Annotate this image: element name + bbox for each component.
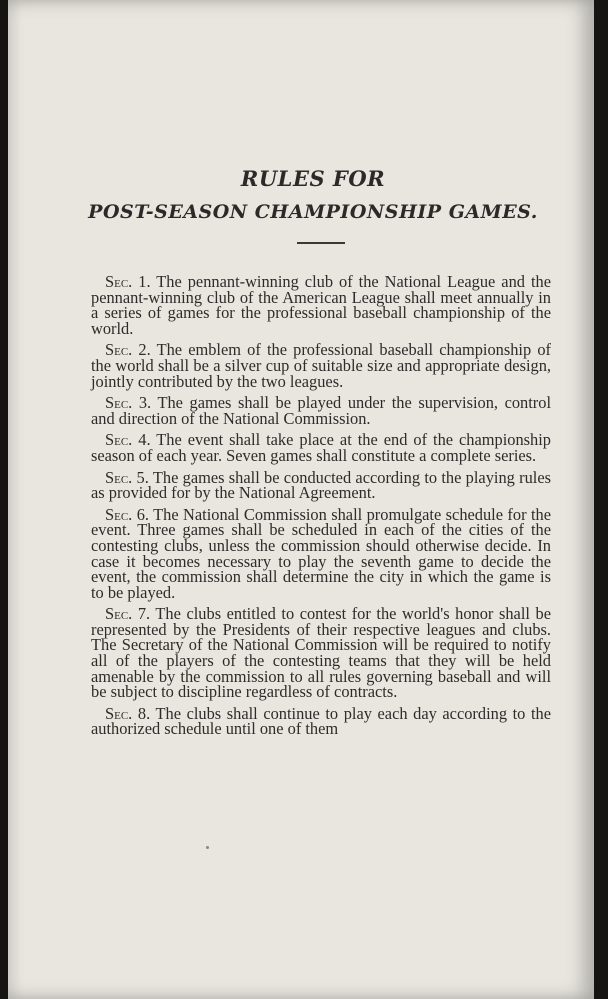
section-1-text: The pennant-winning club of the National League and the pennant-winning club of the American League shall meet annually in a series of games for the professional baseball championship of the world.: [91, 272, 551, 338]
section-1: [91, 274, 551, 336]
section-6-text: The National Commission shall promulgate schedule for the event. Three games shall be scheduled in each of the cities of the contesting clubs, unless the commission should otherwise decide. In case it becomes necessary to play the seventh game to decide the event, the commission shall determine the city in which the game is to be played.: [91, 504, 551, 602]
section-1-label: Sec. 1.: [105, 272, 151, 291]
section-6: [91, 504, 551, 602]
section-3-label: Sec. 3.: [105, 393, 152, 413]
section-4-text: The event shall take place at the end of the championship season of each year. Seven games shall constitute a complete series.: [91, 430, 551, 465]
page-title-line-2: POST-SEASON CHAMPIONSHIP GAMES.: [88, 201, 538, 223]
section-7-label: Sec. 7.: [105, 604, 151, 624]
paper-speck: [206, 846, 209, 849]
section-2: [91, 342, 551, 389]
section-7-text: The clubs entitled to contest for the world's honor shall be represented by the Presidents of their respective leagues and clubs. The Secretary of the National Commission will be required to notify all of the players of the contesting teams that they will be held amenable by the commission to all rules governing baseball and will be subject to discipline regardless of contracts.: [91, 604, 551, 702]
section-6-label: Sec. 6.: [105, 504, 149, 524]
section-7: [91, 606, 551, 700]
section-8-text: The clubs shall continue to play each day according to the authorized schedule until one of them: [91, 703, 551, 739]
section-2-text: The emblem of the professional baseball championship of the world shall be a silver cup of suitable size and appropriate design, jointly contributed by the two leagues.: [91, 340, 551, 391]
book-page: [8, 0, 594, 999]
section-8-label: Sec. 8.: [105, 703, 151, 723]
section-8: [91, 703, 551, 739]
section-5-label: Sec. 5.: [105, 467, 149, 487]
page-title-line-1: RULES FOR: [240, 166, 386, 191]
title-divider: [297, 242, 345, 244]
rules-body: [91, 274, 551, 743]
section-4-label: Sec. 4.: [105, 430, 151, 450]
section-5-text: The games shall be conducted according to the playing rules as provided for by the National Agreement.: [91, 467, 551, 503]
section-2-label: Sec. 2.: [105, 340, 151, 360]
section-5: [91, 467, 551, 503]
section-4: [91, 432, 551, 463]
section-3: [91, 395, 551, 426]
section-3-text: The games shall be played under the supervision, control and direction of the National Commission.: [91, 393, 551, 428]
